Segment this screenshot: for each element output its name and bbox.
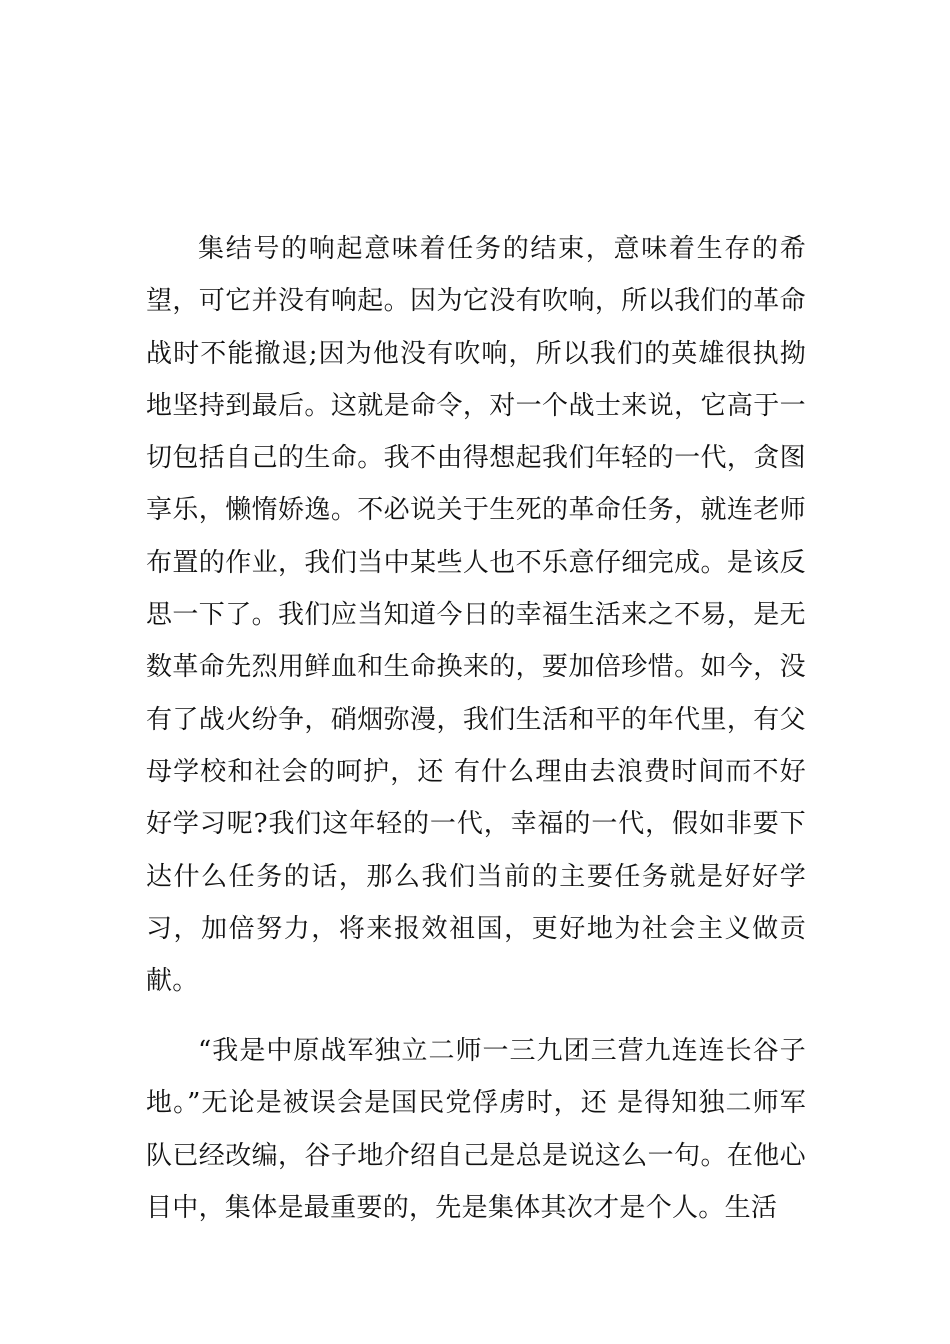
body-paragraph: “我是中原战军独立二师一三九团三营九连连长谷子地。”无论是被误会是国民党俘虏时，还 是得知独二师军队已经改编，谷子地介绍自己是总是说这么一句。在他心目中，集体是最重要的，先是集体其次才是个人。生活 xyxy=(146,1036,806,1223)
body-paragraph: 集结号的响起意味着任务的结束，意味着生存的希望，可它并没有响起。因为它没有吹响，所以我们的革命战时不能撤退;因为他没有吹响，所以我们的英雄很执拗地坚持到最后。这就是命令，对一个战士来说，它高于一切包括自己的生命。我不由得想起我们年轻的一代，贪图享乐，懒惰娇逸。不必说关于生死的革命任务，就连老师布置的作业，我们当中某些人也不乐意仔细完成。是该反思一下了。我们应当知道今日的幸福生活来之不易，是无数革命先烈用鲜血和生命换来的，要加倍珍惜。如今，没有了战火纷争，硝烟弥漫，我们生活和平的年代里，有父母学校和社会的呵护，还 有什么理由去浪费时间而不好好学习呢?我们这年轻的一代，幸福的一代，假如非要下达什么任务的话，那么我们当前的主要任务就是好好学习，加倍努力，将来报效祖国，更好地为社会主义做贡献。 xyxy=(146,234,806,997)
